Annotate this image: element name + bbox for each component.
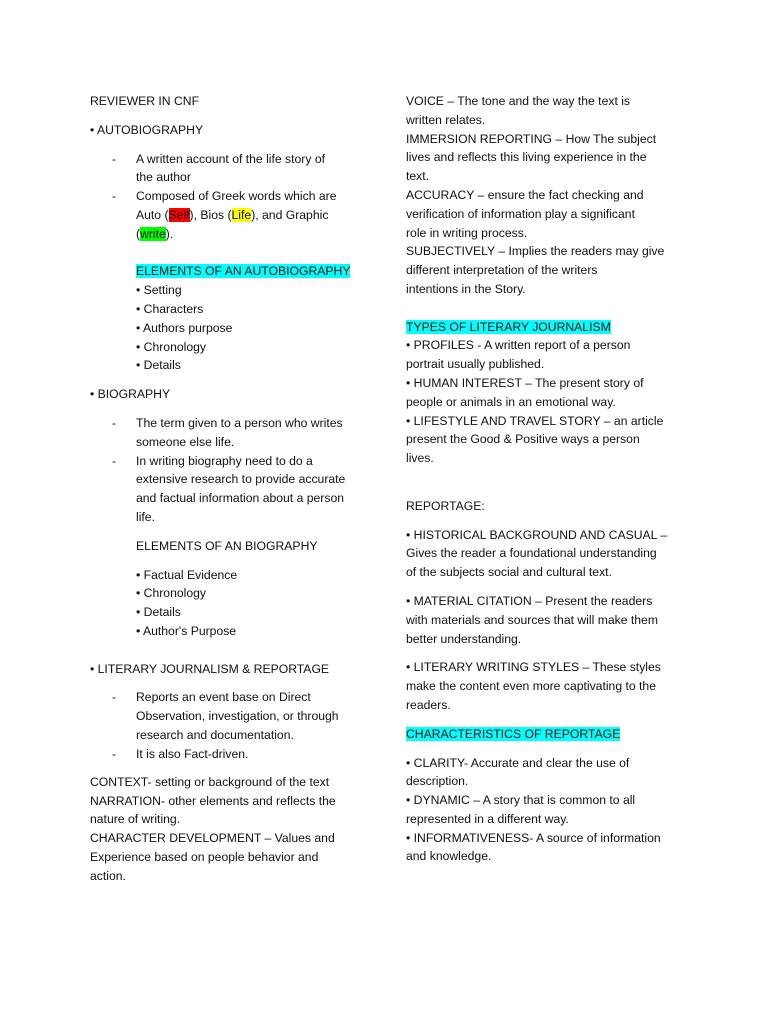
left-column xyxy=(90,92,370,886)
highlight-life: Life xyxy=(231,207,252,222)
reportage-item-1: • HISTORICAL BACKGROUND AND CASUAL – Gives the reader a foundational understanding of the subjects social and cultural text. xyxy=(406,527,668,580)
reportage-heading: REPORTAGE: xyxy=(406,498,485,513)
list-item: • Factual Evidence xyxy=(136,567,238,582)
biography-item-2: - In writing biography need to do a extensive research to provide accurate and factual information about a person life. xyxy=(90,452,370,527)
list-item: • Chronology xyxy=(136,339,206,354)
journalism-item-1: - Reports an event base on Direct Observation, investigation, or through research and documentation. xyxy=(90,688,370,744)
autobiography-elements-heading: ELEMENTS OF AN AUTOBIOGRAPHY xyxy=(136,264,351,279)
left-terms: CONTEXT- setting or background of the text NARRATION- other elements and reflects the nature of writing. CHARACTER DEVELOPMENT – Values and Experience based on people behavior and action. xyxy=(90,774,336,883)
list-item: • Chronology xyxy=(136,586,206,601)
autobiography-item-2: - Composed of Greek words which are Auto (Self), Bios (Life), and Graphic (write). xyxy=(90,187,370,243)
biography-heading: • BIOGRAPHY xyxy=(90,387,171,402)
document-title: REVIEWER IN CNF xyxy=(90,94,200,108)
list-item: • Authors purpose xyxy=(136,320,233,335)
autobiography-heading: • AUTOBIOGRAPHY xyxy=(90,122,204,137)
characteristics-list: • CLARITY- Accurate and clear the use of description. • DYNAMIC – A story that is common to all represented in a different way. • INFORMATIVENESS- A source of information and knowledge. xyxy=(406,755,661,864)
reportage-item-3: • LITERARY WRITING STYLES – These styles make the content even more captivating to the readers. xyxy=(406,660,661,712)
reportage-item-2: • MATERIAL CITATION – Present the readers with materials and sources that will make them better understanding. xyxy=(406,593,658,646)
right-column xyxy=(406,92,678,866)
list-item: • Characters xyxy=(136,301,204,316)
characteristics-heading: CHARACTERISTICS OF REPORTAGE xyxy=(406,726,621,741)
biography-elements xyxy=(90,537,370,641)
journalism-item-2: - It is also Fact-driven. xyxy=(90,745,370,764)
highlight-write: write xyxy=(140,226,166,241)
autobiography-elements xyxy=(90,262,370,375)
right-terms: VOICE – The tone and the way the text is written relates. IMMERSION REPORTING – How The subject lives and reflects this living experience in the text. ACCURACY – ensure the fact checking and verification of information play a significant role in writing process. SUBJECTIVELY – Implies the readers may give different interpretation of the writers intentions in the Story. xyxy=(406,94,665,296)
biography-elements-heading: ELEMENTS OF AN BIOGRAPHY xyxy=(136,538,318,553)
list-item: • Author's Purpose xyxy=(136,623,237,638)
list-item: • Details xyxy=(136,358,181,373)
biography-item-1: - The term given to a person who writes someone else life. xyxy=(90,414,370,452)
types-heading: TYPES OF LITERARY JOURNALISM xyxy=(406,319,611,334)
highlight-self: Self xyxy=(168,207,190,222)
list-item: • Details xyxy=(136,605,181,620)
autobiography-item-1: - A written account of the life story of the author xyxy=(90,150,370,188)
journalism-heading: • LITERARY JOURNALISM & REPORTAGE xyxy=(90,661,330,676)
types-list: • PROFILES - A written report of a person portrait usually published. • HUMAN INTEREST – The present story of people or animals in an emotional way. • LIFESTYLE AND TRAVEL STORY – an article present the Good & Positive ways a person lives. xyxy=(406,338,664,466)
list-item: • Setting xyxy=(136,283,182,298)
